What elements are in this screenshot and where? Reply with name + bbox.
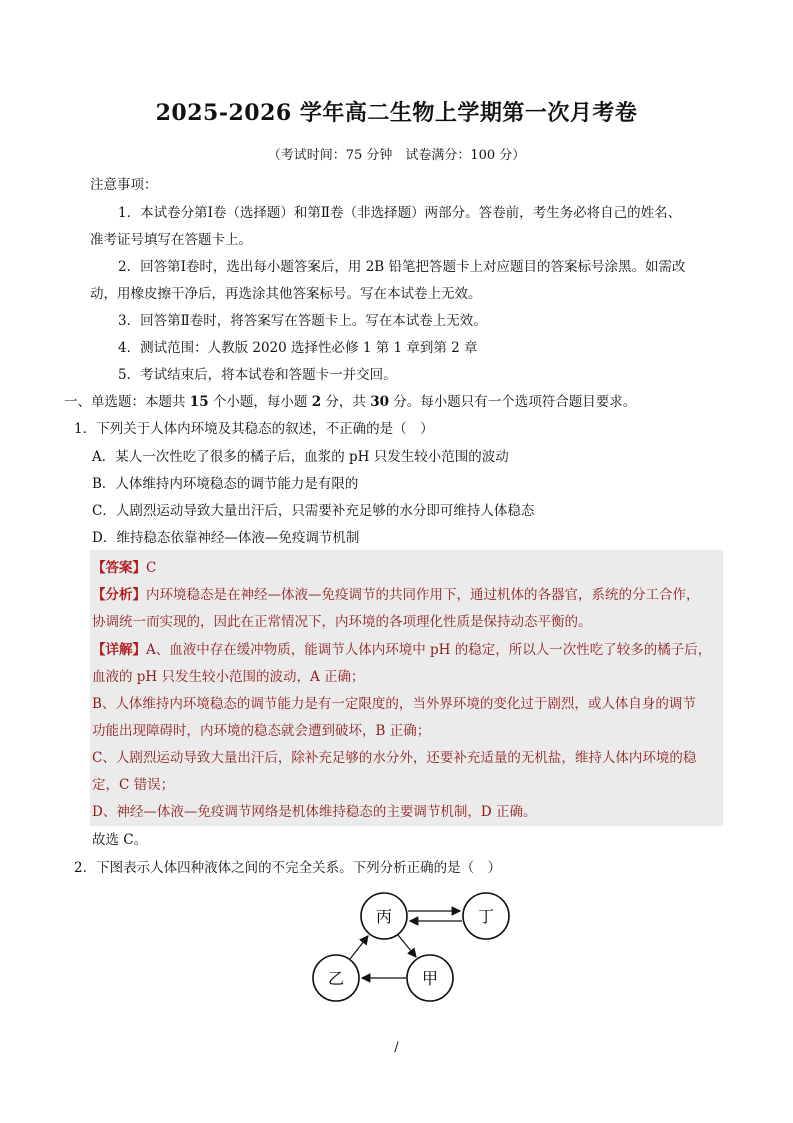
detail-line-4: 功能出现障碍时，内环境的稳态就会遭到破坏，B 正确； — [92, 723, 431, 739]
answer-tag: 【答案】 — [92, 560, 146, 576]
note-line-4: 动，用橡皮擦干净后，再选涂其他答案标号。写在本试卷上无效。 — [90, 286, 482, 302]
detail-line-6: 定，C 错误； — [92, 777, 175, 793]
section-points-total: 30 — [370, 394, 389, 410]
arrow-bing-to-jia — [398, 935, 416, 957]
detail-text-1: A、血液中存在缓冲物质，能调节人体内环境中 pH 的稳定，所以人一次性吃了较多的橘子后， — [146, 642, 712, 658]
section-heading — [64, 390, 636, 410]
node-jia-label: 甲 — [421, 969, 439, 988]
analysis-tag: 【分析】 — [92, 587, 146, 603]
note-line-2: 准考证号填写在答题卡上。 — [90, 232, 252, 248]
analysis-line-2: 协调统一而实现的，因此在正常情况下，内环境的各项理化性质是保持动态平衡的。 — [92, 614, 592, 630]
note-line-7: 5．考试结束后，将本试卷和答题卡一并交回。 — [118, 367, 397, 383]
answer-line — [92, 556, 156, 576]
detail-line-2: 血液的 pH 只发生较小范围的波动，A 正确； — [92, 669, 365, 685]
detail-line-3: B、人体维持内环境稳态的调节能力是有一定限度的，当外界环境的变化过于剧烈，或人体自身的调节 — [92, 696, 696, 712]
analysis-text-1: 内环境稳态是在神经—体液—免疫调节的共同作用下，通过机体的各器官，系统的分工合作， — [146, 587, 700, 603]
answer-value: C — [146, 560, 157, 576]
section-mid1: 个小题，每小题 — [208, 394, 312, 410]
page-number: / — [394, 1040, 399, 1055]
question-1-option-d: D．维持稳态依靠神经—体液—免疫调节机制 — [92, 530, 360, 546]
question-1-option-c: C．人剧烈运动导致大量出汗后，只需要补充足够的水分即可维持人体稳态 — [92, 503, 535, 519]
question-1-option-b: B．人体维持内环境稳态的调节能力是有限的 — [92, 476, 359, 492]
note-line-5: 3．回答第Ⅱ卷时，将答案写在答题卡上。写在本试卷上无效。 — [118, 313, 487, 329]
arrow-yi-to-bing — [350, 936, 368, 959]
analysis-line-1 — [92, 583, 700, 603]
section-points-each: 2 — [311, 394, 322, 410]
node-yi-label: 乙 — [327, 969, 345, 988]
section-count: 15 — [189, 394, 209, 410]
conclusion-line: 故选 C。 — [92, 832, 148, 848]
detail-line-5: C、人剧烈运动导致大量出汗后，除补充足够的水分外，还要补充适量的无机盐，维持人体内环境的稳 — [92, 750, 697, 766]
section-suffix: 分。每小题只有一个选项符合题目要求。 — [388, 394, 637, 410]
exam-info: （考试时间：75 分钟 试卷满分：100 分） — [267, 148, 526, 163]
section-mid2: 分，共 — [321, 394, 371, 410]
node-ding-label: 丁 — [477, 907, 495, 926]
notes-heading: 注意事项： — [90, 177, 158, 193]
question-1-option-a: A．某人一次性吃了很多的橘子后，血浆的 pH 只发生较小范围的波动 — [92, 449, 509, 465]
page-title: 2025-2026 学年高二生物上学期第一次月考卷 — [155, 100, 638, 126]
note-line-6: 4．测试范围：人教版 2020 选择性必修 1 第 1 章到第 2 章 — [118, 340, 478, 356]
detail-line-7: D、神经—体液—免疫调节网络是机体维持稳态的主要调节机制，D 正确。 — [92, 804, 537, 820]
detail-line-1 — [92, 638, 711, 658]
question-2-stem: 2．下图表示人体四种液体之间的不完全关系。下列分析正确的是（ ） — [74, 860, 502, 876]
note-line-3: 2．回答第Ⅰ卷时，选出每小题答案后，用 2B 铅笔把答题卡上对应题目的答案标号涂黑。如需改 — [118, 259, 686, 275]
fluid-relationship-diagram — [300, 880, 520, 1010]
node-bing-label: 丙 — [375, 907, 393, 926]
detail-tag: 【详解】 — [92, 642, 146, 658]
section-prefix: 一、单选题：本题共 — [64, 394, 190, 410]
note-line-1: 1．本试卷分第Ⅰ卷（选择题）和第Ⅱ卷（非选择题）两部分。答卷前，考生务必将自己的姓名、 — [118, 205, 682, 221]
question-1-stem: 1．下列关于人体内环境及其稳态的叙述，不正确的是（ ） — [74, 421, 434, 437]
